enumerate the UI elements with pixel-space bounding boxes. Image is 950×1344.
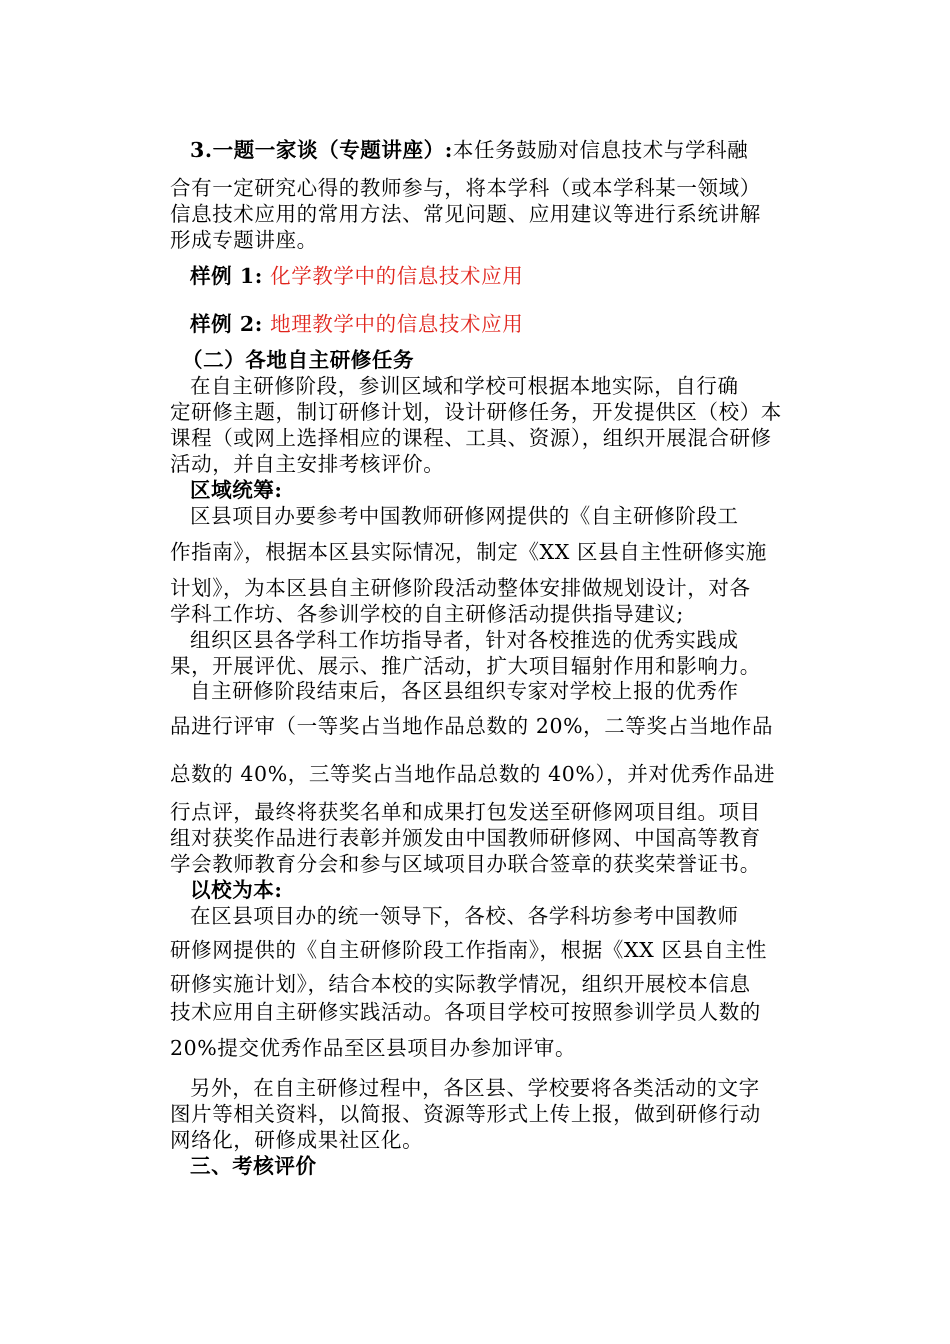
school-p2-line-3: 网络化，研修成果社区化。 xyxy=(170,1128,424,1152)
school-p2-line-1: 另外，在自主研修过程中，各区县、学校要将各类活动的文字 xyxy=(190,1076,760,1100)
section-2-p1-line-1: 在自主研修阶段，参训区域和学校可根据本地实际，自行确 xyxy=(190,374,739,398)
school-p1-line-5: 20%提交优秀作品至区县项目办参加评审。 xyxy=(170,1036,577,1060)
regional-p3-line-6: 学会教师教育分会和参与区域项目办联合签章的获奖荣誉证书。 xyxy=(170,852,761,876)
topic3-line-3: 信息技术应用的常用方法、常见问题、应用建议等进行系统讲解 xyxy=(170,202,761,226)
section-2-p1-line-2: 定研修主题，制订研修计划，设计研修任务，开发提供区（校）本 xyxy=(170,400,782,424)
sample-2-title: 地理教学中的信息技术应用 xyxy=(270,312,524,336)
regional-p3-line-5: 组对获奖作品进行表彰并颁发由中国教师研修网、中国高等教育 xyxy=(170,826,761,850)
school-p1-line-4: 技术应用自主研修实践活动。各项目学校可按照参训学员人数的 xyxy=(170,1000,761,1024)
regional-p3-line-4: 行点评，最终将获奖名单和成果打包发送至研修网项目组。项目 xyxy=(170,800,761,824)
topic3-line-1 xyxy=(190,136,748,164)
regional-p2-line-1: 组织区县各学科工作坊指导者，针对各校推选的优秀实践成 xyxy=(190,628,739,652)
section-2-heading: （二）各地自主研修任务 xyxy=(182,348,415,372)
sample-1 xyxy=(190,262,523,290)
regional-heading: 区域统筹: xyxy=(190,478,283,502)
regional-p3-line-1: 自主研修阶段结束后，各区县组织专家对学校上报的优秀作 xyxy=(190,679,739,703)
school-p2-line-2: 图片等相关资料，以简报、资源等形式上传上报，做到研修行动 xyxy=(170,1102,761,1126)
section-2-p1-line-4: 活动，并自主安排考核评价。 xyxy=(170,452,445,476)
school-heading: 以校为本: xyxy=(190,878,283,902)
sample-1-label: 样例 1: xyxy=(190,264,263,288)
sample-1-title: 化学教学中的信息技术应用 xyxy=(270,264,524,288)
sample-2 xyxy=(190,310,523,338)
school-p1-line-2: 研修网提供的《自主研修阶段工作指南》，根据《XX 区县自主性 xyxy=(170,938,767,962)
sample-2-label: 样例 2: xyxy=(190,312,263,336)
section-3-heading: 三、考核评价 xyxy=(190,1154,317,1178)
regional-p1-line-3: 计划》，为本区县自主研修阶段活动整体安排做规划设计，对各 xyxy=(170,576,751,600)
regional-p1-line-4: 学科工作坊、各参训学校的自主研修活动提供指导建议; xyxy=(170,602,684,626)
regional-p1-line-2: 作指南》，根据本区县实际情况，制定《XX 区县自主性研修实施 xyxy=(170,540,767,564)
topic3-heading: 3.一题一家谈（专题讲座）: xyxy=(190,138,453,162)
section-2-p1-line-3: 课程（或网上选择相应的课程、工具、资源），组织开展混合研修 xyxy=(170,426,772,450)
topic3-line-2: 合有一定研究心得的教师参与，将本学科（或本学科某一领域） xyxy=(170,176,761,200)
regional-p3-line-2: 品进行评审（一等奖占当地作品总数的 20%，二等奖占当地作品 xyxy=(170,714,774,738)
school-p1-line-3: 研修实施计划》，结合本校的实际教学情况，组织开展校本信息 xyxy=(170,972,751,996)
regional-p3-line-3: 总数的 40%，三等奖占当地作品总数的 40%），并对优秀作品进 xyxy=(170,762,776,786)
school-p1-line-1: 在区县项目办的统一领导下，各校、各学科坊参考中国教师 xyxy=(190,904,739,928)
regional-p2-line-2: 果，开展评优、展示、推广活动，扩大项目辐射作用和影响力。 xyxy=(170,654,761,678)
regional-p1-line-1: 区县项目办要参考中国教师研修网提供的《自主研修阶段工 xyxy=(190,504,739,528)
topic3-text: 本任务鼓励对信息技术与学科融 xyxy=(452,138,749,162)
topic3-line-4: 形成专题讲座。 xyxy=(170,228,318,252)
